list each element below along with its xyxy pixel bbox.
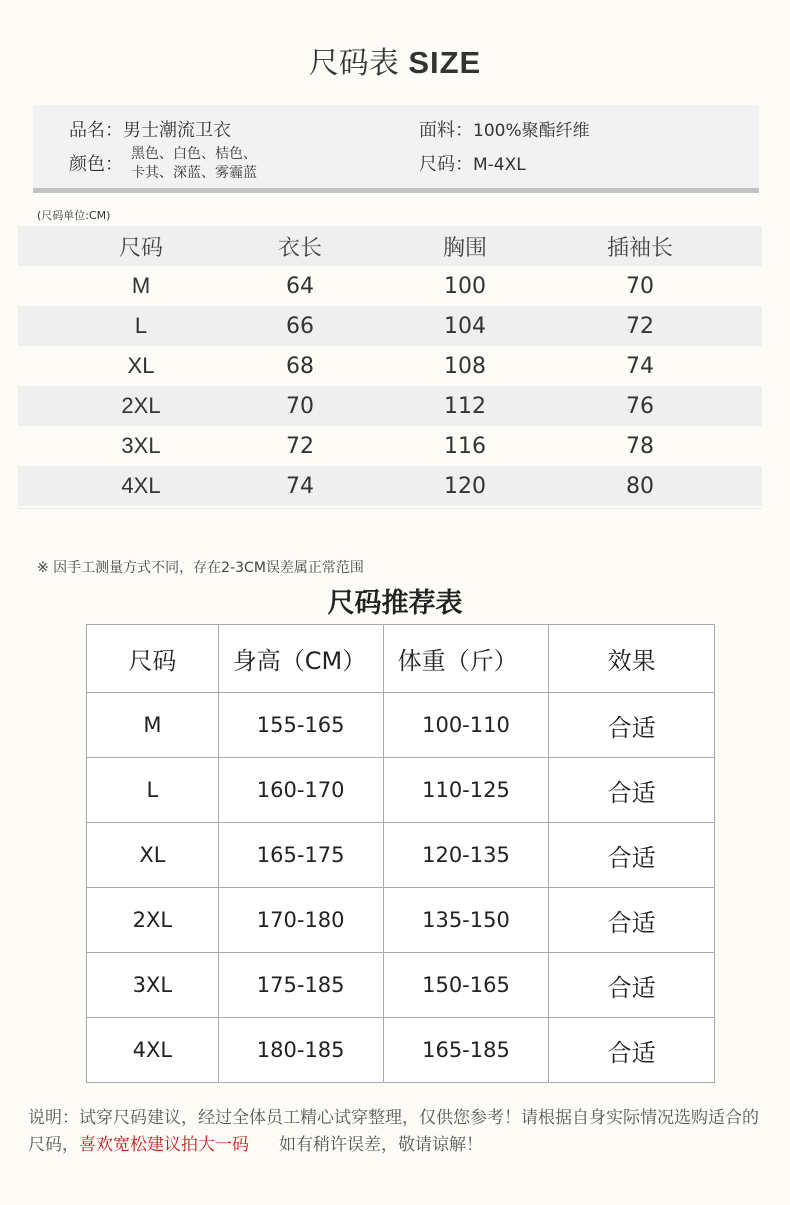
size-cell: L: [134, 313, 148, 338]
size-label: 尺码：: [419, 154, 473, 175]
height-cell: 180-185: [218, 1018, 383, 1083]
fit-cell: 合适: [549, 1018, 715, 1083]
recommendation-title: 尺码推荐表: [327, 588, 463, 619]
product-info-panel: [33, 105, 759, 193]
title-en: SIZE: [408, 45, 482, 80]
color-line-2: 卡其、深蓝、雾霾蓝: [131, 165, 257, 181]
sleeve-cell: 78: [626, 433, 654, 459]
size-cell: XL: [127, 353, 155, 378]
chest-cell: 108: [444, 353, 486, 379]
length-cell: 74: [286, 473, 314, 499]
size-cell: 2XL: [87, 888, 219, 953]
divider: [18, 508, 762, 509]
length-cell: 64: [286, 273, 314, 299]
size-cell: 4XL: [121, 473, 161, 498]
color: [69, 150, 123, 176]
header-size: 尺码: [118, 235, 163, 261]
title-cn: 尺码表: [308, 46, 399, 81]
color-label: 颜色：: [69, 154, 123, 175]
fit-cell: 合适: [549, 693, 715, 758]
size-cell: XL: [87, 823, 219, 888]
footer-note: [28, 1105, 768, 1159]
table-row: [18, 466, 762, 506]
table-row: [18, 346, 762, 386]
table-row: [18, 426, 762, 466]
weight-cell: 100-110: [383, 693, 549, 758]
size-cell: M: [131, 273, 151, 298]
table-row: [18, 306, 762, 346]
footer-text-2: 如有稍许误差，敬请谅解！: [279, 1135, 483, 1155]
table-row: [87, 823, 715, 888]
table-row: [87, 1018, 715, 1083]
table-row: [87, 953, 715, 1018]
recommendation-table: [86, 624, 715, 1083]
chest-cell: 104: [444, 313, 486, 339]
sleeve-cell: 80: [626, 473, 654, 499]
height-cell: 165-175: [218, 823, 383, 888]
page-title: [0, 38, 790, 82]
header-fit: 效果: [549, 625, 715, 693]
size-cell: M: [87, 693, 219, 758]
color-values: [131, 145, 257, 183]
sleeve-cell: 72: [626, 313, 654, 339]
header-chest: 胸围: [442, 235, 487, 261]
height-cell: 155-165: [218, 693, 383, 758]
length-cell: 72: [286, 433, 314, 459]
header-size: 尺码: [87, 625, 219, 693]
weight-cell: 120-135: [383, 823, 549, 888]
length-cell: 68: [286, 353, 314, 379]
height-cell: 175-185: [218, 953, 383, 1018]
chest-cell: 100: [444, 273, 486, 299]
measurement-note: ※ 因手工测量方式不同，存在2-3CM误差属正常范围: [37, 560, 364, 576]
product-label: 品名：: [69, 120, 123, 141]
size-cell: 2XL: [121, 393, 161, 418]
chest-cell: 112: [444, 393, 486, 419]
fabric-label: 面料：: [419, 120, 473, 141]
product-name: [69, 116, 231, 142]
footer-highlight: 喜欢宽松建议拍大一码: [79, 1135, 249, 1155]
fit-cell: 合适: [549, 953, 715, 1018]
size-table-header: [18, 226, 762, 266]
weight-cell: 110-125: [383, 758, 549, 823]
sleeve-cell: 70: [626, 273, 654, 299]
size-cell: 4XL: [87, 1018, 219, 1083]
height-cell: 160-170: [218, 758, 383, 823]
table-row: [87, 758, 715, 823]
header-weight: 体重（斤）: [383, 625, 549, 693]
sleeve-cell: 74: [626, 353, 654, 379]
fit-cell: 合适: [549, 823, 715, 888]
size-cell: 3XL: [87, 953, 219, 1018]
rec-table-header: [87, 625, 715, 693]
header-height: 身高（CM）: [218, 625, 383, 693]
fit-cell: 合适: [549, 888, 715, 953]
table-row: [18, 266, 762, 306]
length-cell: 66: [286, 313, 314, 339]
length-cell: 70: [286, 393, 314, 419]
chest-cell: 120: [444, 473, 486, 499]
header-sleeve: 插袖长: [606, 235, 673, 261]
fit-cell: 合适: [549, 758, 715, 823]
size-cell: L: [87, 758, 219, 823]
sleeve-cell: 76: [626, 393, 654, 419]
size-chart-table: [18, 226, 762, 506]
weight-cell: 165-185: [383, 1018, 549, 1083]
footer-text-1: 说明：试穿尺码建议，经过全体员工精心试穿整理，仅供您参考！请根据自身实际情况选购适合的尺码，: [28, 1108, 759, 1155]
fabric-value: 100%聚酯纤维: [473, 121, 590, 141]
unit-note: (尺码单位:CM): [37, 209, 111, 222]
fabric: [419, 116, 590, 142]
table-row: [18, 386, 762, 426]
size-cell: 3XL: [121, 433, 161, 458]
weight-cell: 135-150: [383, 888, 549, 953]
header-length: 衣长: [277, 235, 322, 261]
table-row: [87, 888, 715, 953]
table-row: [87, 693, 715, 758]
size-range: [419, 150, 526, 176]
weight-cell: 150-165: [383, 953, 549, 1018]
height-cell: 170-180: [218, 888, 383, 953]
product-value: 男士潮流卫衣: [123, 120, 231, 141]
size-value: M-4XL: [473, 155, 526, 175]
chest-cell: 116: [444, 433, 486, 459]
color-line-1: 黑色、白色、桔色、: [131, 146, 257, 162]
